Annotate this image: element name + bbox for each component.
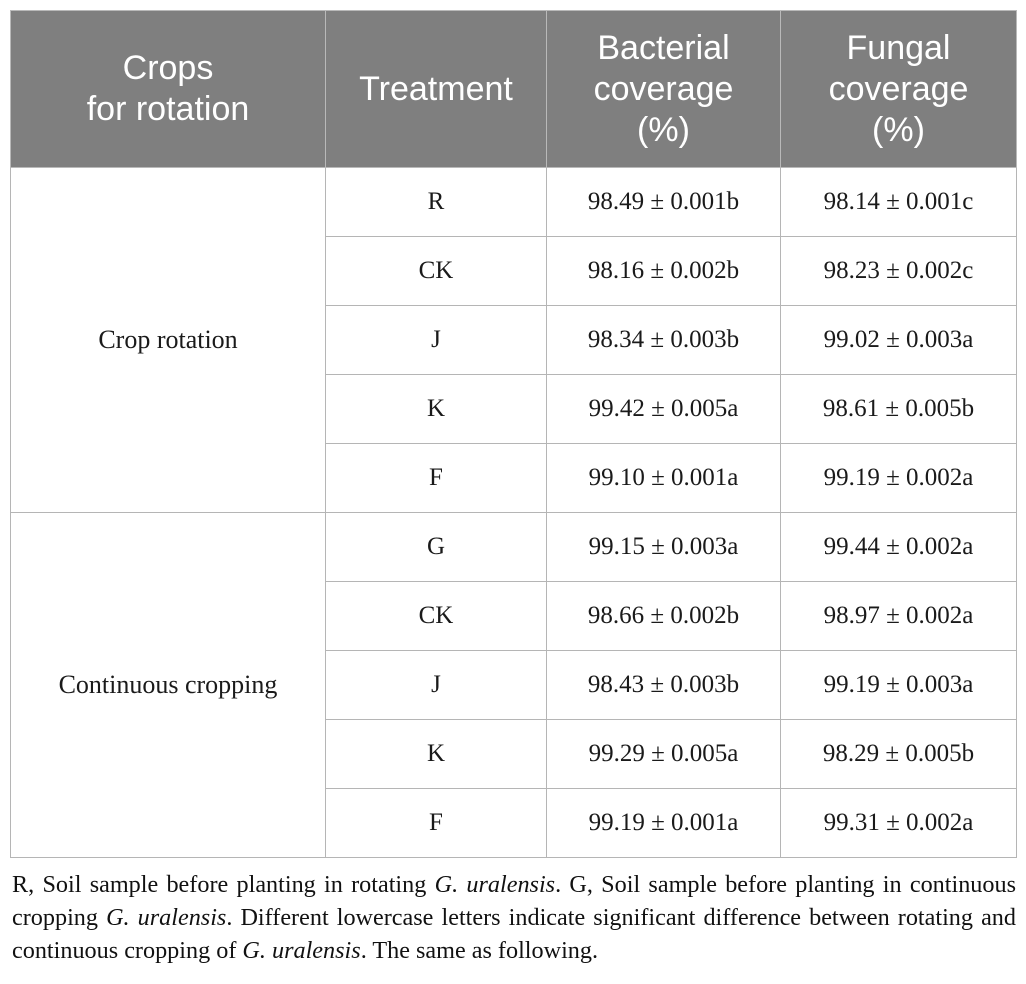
treatment-cell: K (326, 720, 547, 789)
treatment-cell: F (326, 444, 547, 513)
treatment-cell: J (326, 306, 547, 375)
bacterial-coverage-cell: 98.49 ± 0.001b (547, 168, 781, 237)
bacterial-coverage-cell: 98.34 ± 0.003b (547, 306, 781, 375)
header-fungal-line-1: Fungal (846, 28, 951, 67)
group-label-crop-rotation: Crop rotation (11, 168, 326, 513)
bacterial-coverage-cell: 99.42 ± 0.005a (547, 375, 781, 444)
header-row (11, 11, 1017, 168)
table-row (11, 513, 1017, 582)
treatment-cell: CK (326, 582, 547, 651)
footnote-species-name: G. uralensis (106, 904, 227, 931)
treatment-cell: CK (326, 237, 547, 306)
bacterial-coverage-cell: 99.29 ± 0.005a (547, 720, 781, 789)
footnote-species-name: G. uralensis (434, 871, 556, 898)
header-bacterial-coverage (547, 11, 781, 168)
coverage-table (10, 10, 1017, 858)
header-fungal-line-3: (%) (872, 110, 925, 149)
header-fungal-line-2: coverage (828, 69, 969, 108)
bacterial-coverage-cell: 99.10 ± 0.001a (547, 444, 781, 513)
footnote-species-name: G. uralensis (242, 937, 361, 964)
header-bacterial-line-2: coverage (593, 69, 734, 108)
footnote-text: R, Soil sample before planting in rotating (12, 871, 435, 898)
fungal-coverage-cell: 98.97 ± 0.002a (781, 582, 1017, 651)
bacterial-coverage-cell: 99.15 ± 0.003a (547, 513, 781, 582)
treatment-cell: G (326, 513, 547, 582)
fungal-coverage-cell: 98.61 ± 0.005b (781, 375, 1017, 444)
treatment-cell: J (326, 651, 547, 720)
header-treatment (326, 11, 547, 168)
fungal-coverage-cell: 99.19 ± 0.003a (781, 651, 1017, 720)
treatment-cell: R (326, 168, 547, 237)
header-fungal-coverage (781, 11, 1017, 168)
fungal-coverage-cell: 98.14 ± 0.001c (781, 168, 1017, 237)
group-label-continuous-cropping: Continuous cropping (11, 513, 326, 858)
bacterial-coverage-cell: 99.19 ± 0.001a (547, 789, 781, 858)
fungal-coverage-cell: 99.31 ± 0.002a (781, 789, 1017, 858)
bacterial-coverage-cell: 98.66 ± 0.002b (547, 582, 781, 651)
bacterial-coverage-cell: 98.16 ± 0.002b (547, 237, 781, 306)
fungal-coverage-cell: 99.19 ± 0.002a (781, 444, 1017, 513)
table-footnote (12, 868, 1016, 967)
footnote-text: . The same as following. (360, 937, 599, 964)
header-bacterial-line-3: (%) (637, 110, 690, 149)
treatment-cell: K (326, 375, 547, 444)
fungal-coverage-cell: 99.02 ± 0.003a (781, 306, 1017, 375)
fungal-coverage-cell: 98.23 ± 0.002c (781, 237, 1017, 306)
header-crops-for-rotation (11, 11, 326, 168)
data-table-container (10, 10, 1016, 858)
bacterial-coverage-cell: 98.43 ± 0.003b (547, 651, 781, 720)
treatment-cell: F (326, 789, 547, 858)
footnote-text: . G, Soil sample before planting in continuous cropping (12, 871, 1017, 931)
header-treatment-line-1: Treatment (359, 69, 513, 108)
table-row (11, 168, 1017, 237)
fungal-coverage-cell: 99.44 ± 0.002a (781, 513, 1017, 582)
header-bacterial-line-1: Bacterial (597, 28, 730, 67)
header-crops-line-1: Crops (122, 49, 214, 87)
header-crops-line-2: for rotation (86, 90, 250, 128)
fungal-coverage-cell: 98.29 ± 0.005b (781, 720, 1017, 789)
footnote-text: . Different lowercase letters indicate significant difference between rotating and continuous cropping of (12, 904, 1016, 964)
